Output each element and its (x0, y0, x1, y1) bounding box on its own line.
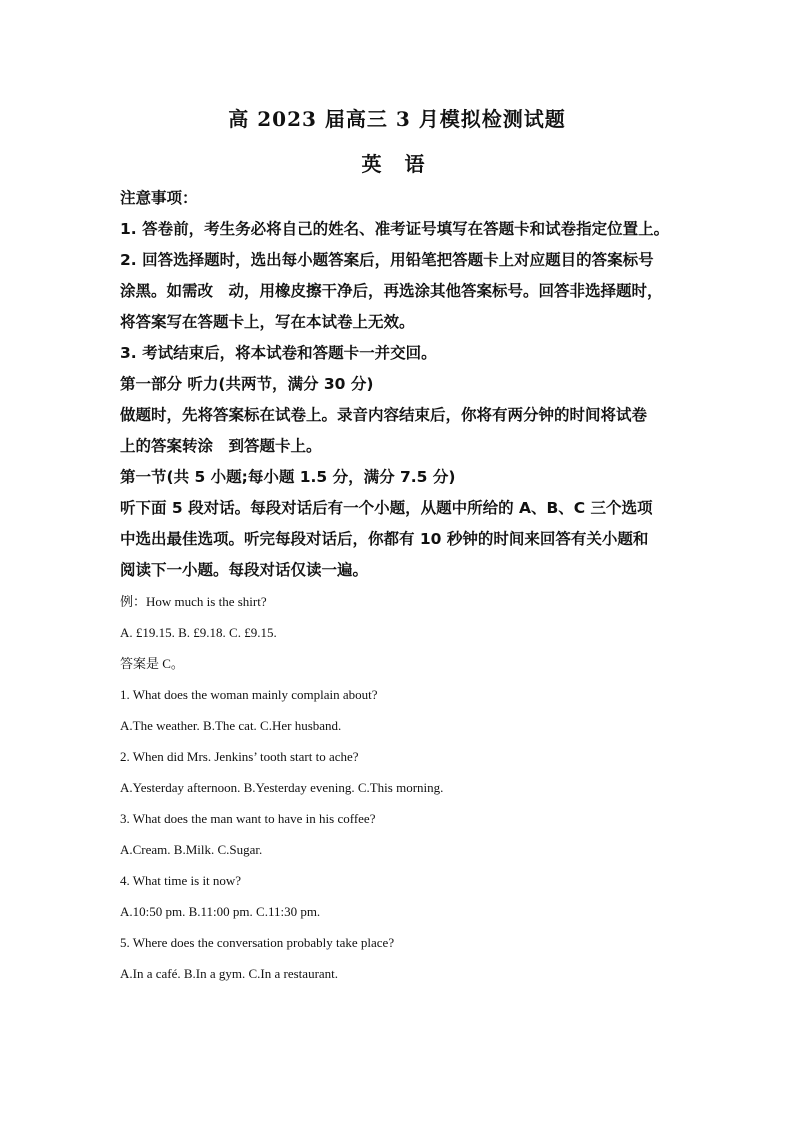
question-options: A.Yesterday afternoon. B.Yesterday evening. C.This morning. (120, 780, 444, 795)
question-text: 1. What does the woman mainly complain about? (120, 687, 378, 702)
question-options: A.10:50 pm. B.11:00 pm. C.11:30 pm. (120, 904, 321, 919)
question-options: A.The weather. B.The cat. C.Her husband. (120, 718, 342, 733)
question-text: 5. Where does the conversation probably take place? (120, 935, 395, 950)
part1-instruction: 做题时，先将答案标在试卷上。录音内容结束后，你将有两分钟的时间将试卷 (120, 406, 648, 424)
notice-heading: 注意事项： (120, 189, 198, 207)
section1-instruction: 阅读下一小题。每段对话仅读一遍。 (120, 561, 369, 579)
question-options: A.In a café. B.In a gym. C.In a restaurant. (120, 966, 339, 981)
question-text: 2. When did Mrs. Jenkins’ tooth start to ache? (120, 749, 359, 764)
question-options: A.Cream. B.Milk. C.Sugar. (120, 842, 263, 857)
section1-instruction: 中选出最佳选项。听完每段对话后，你都有 10 秒钟的时间来回答有关小题和 (120, 530, 649, 548)
notice-line: 2. 回答选择题时，选出每小题答案后，用铅笔把答题卡上对应题目的答案标号 (120, 251, 654, 269)
part1-instruction: 上的答案转涂 到答题卡上。 (120, 437, 322, 455)
example-question: 例：How much is the shirt? (120, 594, 267, 609)
notice-line: 将答案写在答题卡上，写在本试卷上无效。 (120, 313, 415, 331)
section1-heading: 第一节(共 5 小题;每小题 1.5 分，满分 7.5 分) (120, 468, 456, 486)
question-text: 3. What does the man want to have in his coffee? (120, 811, 376, 826)
part1-heading: 第一部分 听力(共两节，满分 30 分) (120, 375, 374, 393)
exam-title: 高 2023 届高三 3 月模拟检测试题 (228, 107, 566, 131)
example-answer: 答案是 C。 (120, 656, 184, 671)
exam-body (120, 183, 676, 989)
notice-line: 1. 答卷前，考生务必将自己的姓名、准考证号填写在答题卡和试卷指定位置上。 (120, 220, 670, 238)
section1-instruction: 听下面 5 段对话。每段对话后有一个小题，从题中所给的 A、B、C 三个选项 (120, 499, 653, 517)
notice-line: 3. 考试结束后，将本试卷和答题卡一并交回。 (120, 344, 437, 362)
example-options: A. £19.15. B. £9.18. C. £9.15. (120, 625, 277, 640)
question-text: 4. What time is it now? (120, 873, 242, 888)
subject-title: 英 语 (361, 152, 433, 176)
notice-line: 涂黑。如需改 动，用橡皮擦干净后，再选涂其他答案标号。回答非选择题时， (120, 282, 663, 300)
